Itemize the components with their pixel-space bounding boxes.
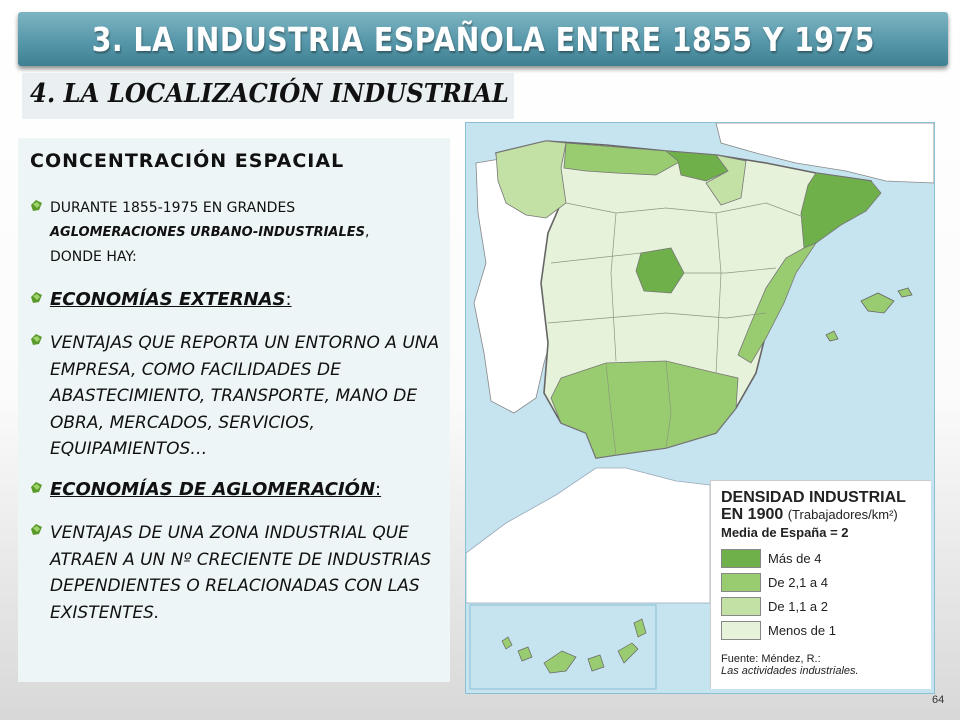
bullet1-text: DURANTE 1855-1975 EN GRANDES	[50, 200, 296, 216]
bullet1-comma: ,	[365, 224, 370, 240]
legend-title-line2: EN 1900	[721, 506, 784, 523]
legend-item-level1	[721, 621, 921, 641]
title-bar	[18, 12, 948, 66]
bullet-ventajas-entorno	[30, 330, 440, 463]
page-number: 64	[932, 694, 945, 706]
legend-swatch-level3	[721, 573, 761, 592]
legend-swatch-level4	[721, 549, 761, 568]
legend-item-level2	[721, 597, 921, 617]
legend-swatch-level2	[721, 597, 761, 616]
ventajas-entorno-text: VENTAJAS QUE REPORTA UN ENTORNO A UNA EMPRESA, COMO FACILIDADES DE ABASTECIMIENTO, TRANSPORTE, MANO DE OBRA, MERCADOS, SERVICIOS, EQUIPAMIENTOS…	[50, 333, 440, 459]
bullet1-text-end: DONDE HAY:	[50, 249, 137, 265]
economias-externas-colon: :	[285, 289, 292, 310]
slide-title: 3. LA INDUSTRIA ESPAÑOLA ENTRE 1855 Y 1975	[91, 19, 875, 59]
bullet-ventajas-zona	[30, 520, 440, 626]
text-panel	[18, 138, 450, 682]
green-bullet-icon	[30, 333, 43, 346]
bullet-aglomeraciones	[30, 196, 440, 269]
legend-item-level3	[721, 573, 921, 593]
legend-units: (Trabajadores/km²)	[787, 507, 898, 522]
slide-subtitle: 4. LA LOCALIZACIÓN INDUSTRIAL	[30, 79, 509, 109]
green-bullet-icon	[30, 291, 43, 304]
legend-source-author: Fuente: Méndez, R.:	[721, 653, 821, 665]
bullet-economias-aglomeracion	[30, 478, 440, 502]
legend-label-level2: De 1,1 a 2	[768, 599, 828, 614]
legend-label-level3: De 2,1 a 4	[768, 575, 828, 590]
subtitle-bar	[22, 73, 514, 119]
industrial-density-map	[465, 122, 935, 694]
economias-externas-term: ECONOMÍAS EXTERNAS	[50, 289, 286, 310]
bullet-economias-externas	[30, 288, 440, 312]
legend-label-level1: Menos de 1	[768, 623, 836, 638]
map-legend	[710, 480, 931, 689]
green-bullet-icon	[30, 199, 43, 212]
legend-average: Media de España = 2	[721, 525, 849, 540]
green-bullet-icon	[30, 523, 43, 536]
legend-label-level4: Más de 4	[768, 551, 822, 566]
economias-aglomeracion-colon: :	[375, 479, 382, 500]
ventajas-zona-text: VENTAJAS DE UNA ZONA INDUSTRIAL QUE ATRAEN A UN Nº CRECIENTE DE INDUSTRIAS DEPENDIENTES O RELACIONADAS CON LAS EXISTENTES.	[50, 523, 432, 623]
bullet1-emphasis: AGLOMERACIONES URBANO-INDUSTRIALES	[50, 225, 366, 240]
legend-swatch-level1	[721, 621, 761, 640]
legend-title-line1: DENSIDAD INDUSTRIAL	[721, 489, 906, 506]
legend-item-level4	[721, 549, 921, 569]
legend-title	[721, 489, 906, 523]
section-heading: CONCENTRACIÓN ESPACIAL	[30, 150, 345, 172]
legend-source-title: Las actividades industriales.	[721, 665, 859, 677]
green-bullet-icon	[30, 481, 43, 494]
economias-aglomeracion-term: ECONOMÍAS DE AGLOMERACIÓN	[50, 479, 376, 500]
legend-source	[721, 653, 859, 677]
